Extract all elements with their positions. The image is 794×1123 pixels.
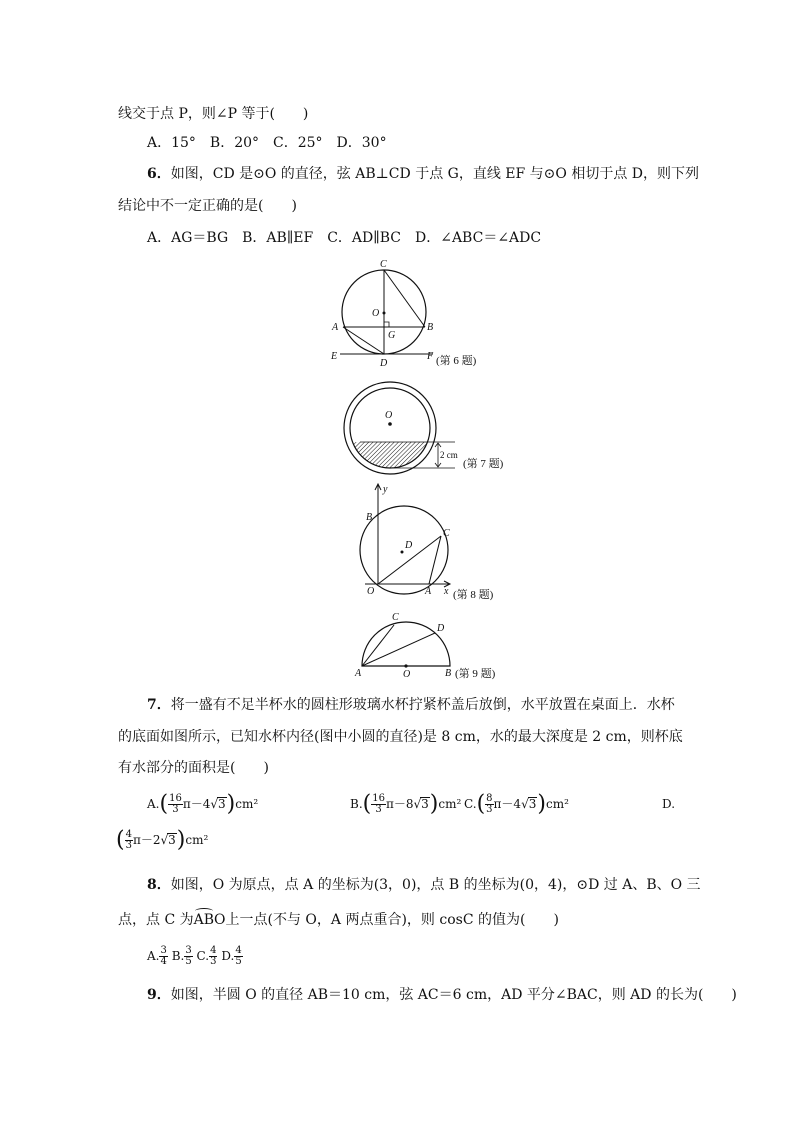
q9-number: 9．	[147, 987, 171, 1003]
f8-label-a: A	[425, 586, 432, 597]
q7-option-d-label: D.	[662, 797, 676, 811]
f6-label-d: D	[380, 358, 388, 369]
q6-number: 6．	[147, 166, 171, 182]
f8-label-y: y	[383, 484, 388, 495]
f8-label-b: B	[366, 512, 373, 523]
f6-label-o: O	[372, 308, 380, 319]
q7-stem: 将一盛有不足半杯水的圆柱形玻璃水杯拧紧杯盖后放倒，水平放置在桌面上．水杯	[170, 697, 675, 713]
f9-label-c: C	[392, 612, 399, 623]
f6-label-g: G	[388, 330, 396, 341]
f7-label-o: O	[385, 410, 393, 421]
q5-options: A．15° B．20° C．25° D．30°	[147, 135, 387, 151]
q6-options: A．AG＝BG B．AB∥EF C．AD∥BC D．∠ABC＝∠ADC	[147, 230, 542, 246]
f6-label-a: A	[332, 322, 339, 333]
q7-option-b: B.( $\frac{16}{3}$ π－8√3)cm²	[350, 791, 462, 817]
f8-label-c: C	[443, 528, 450, 539]
figure-6	[325, 257, 500, 372]
q8-number: 8．	[147, 877, 171, 893]
f9-label-b: B	[445, 668, 452, 679]
q7-text2: 的底面如图所示，已知水杯内径(图中小圆的直径)是 8 cm，水的最大深度是 2 cm，则杯底	[118, 729, 683, 745]
f7-label-depth: 2 cm	[440, 450, 458, 460]
q7-text1	[147, 695, 675, 715]
q7-number: 7．	[147, 697, 171, 713]
q5-line: 线交于点 P，则∠P 等于( )	[118, 106, 309, 122]
f9-label-d: D	[437, 623, 445, 634]
q8-text2: 点，点 C 为ABO上一点(不与 O，A 两点重合)，则 cosC 的值为( )	[118, 912, 559, 928]
figure-7-caption: (第 7 题)	[463, 458, 504, 470]
f6-label-b: B	[427, 322, 434, 333]
q7-option-a: A.( $\frac{16}{3}$ π－4√3)cm²	[147, 791, 259, 817]
f9-label-a: A	[355, 668, 362, 679]
q8-text1	[147, 875, 701, 895]
figure-9-caption: (第 9 题)	[455, 668, 496, 680]
q6-text2: 结论中不一定正确的是( )	[118, 198, 297, 214]
f8-label-d: D	[405, 540, 413, 551]
q6-stem: 如图，CD 是⊙O 的直径，弦 AB⊥CD 于点 G，直线 EF 与⊙O 相切于点 D，则下列	[170, 166, 699, 182]
figure-9	[345, 610, 520, 682]
q7-option-d: ( $\frac{4}{3}$ π－2√3)cm²	[116, 827, 209, 853]
q9-text1	[147, 985, 737, 1005]
f6-label-c: C	[380, 259, 387, 270]
q8-stem: 如图，O 为原点，点 A 的坐标为(3，0)，点 B 的坐标为(0，4)，⊙D 过 A、B、O 三	[170, 877, 701, 893]
figure-7	[335, 378, 525, 478]
f8-label-o: O	[367, 586, 375, 597]
q9-stem: 如图，半圆 O 的直径 AB＝10 cm，弦 AC＝6 cm，AD 平分∠BAC，则 AD 的长为( )	[170, 987, 737, 1003]
q6-text1	[147, 164, 699, 184]
f8-label-x: x	[444, 586, 449, 597]
figure-8	[355, 480, 515, 605]
f6-label-f: F	[427, 351, 434, 362]
figure-8-caption: (第 8 题)	[453, 589, 494, 601]
figure-6-caption: (第 6 题)	[436, 355, 477, 367]
q7-text3: 有水部分的面积是( )	[118, 760, 269, 776]
f9-label-o: O	[403, 669, 411, 680]
q7-option-c: C.( $\frac{8}{3}$ π－4√3)cm²	[464, 791, 569, 817]
q8-options: A. $\frac{3}{4}$ B. $\frac{3}{5}$ C. $\frac{4}{3}$ D. $\frac{4}{5}$	[147, 945, 242, 967]
arc-ab: AB	[193, 912, 215, 928]
f6-label-e: E	[331, 351, 338, 362]
